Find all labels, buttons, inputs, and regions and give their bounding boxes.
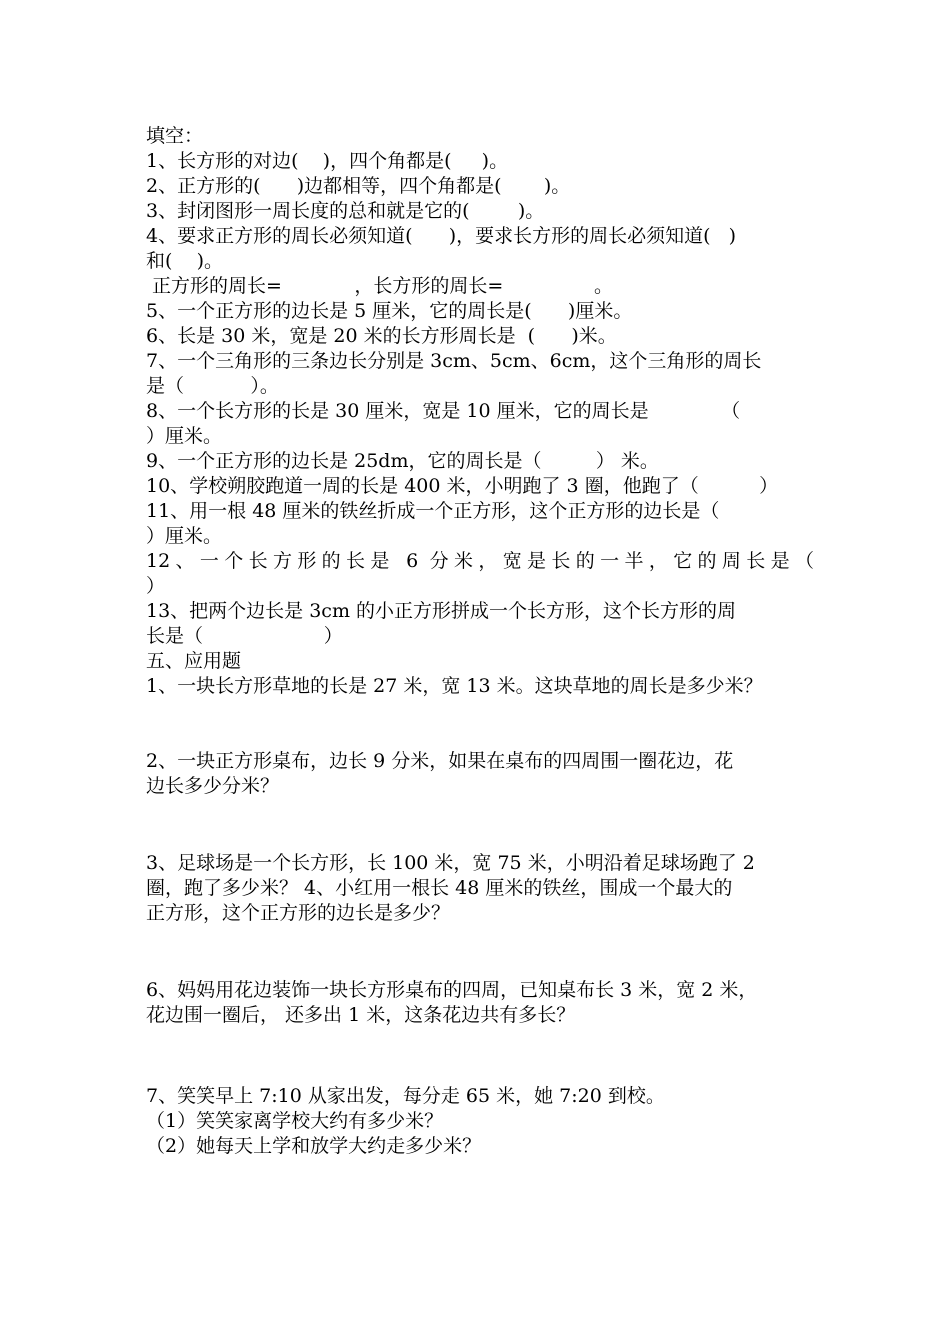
question-13-line-2: 长是（ ） bbox=[146, 625, 343, 647]
question-1: 1、长方形的对边( )，四个角都是( )。 bbox=[146, 150, 509, 172]
application-question-7-sub-1: （1）笑笑家离学校大约有多少米？ bbox=[146, 1110, 444, 1132]
answer-space-2 bbox=[146, 799, 814, 851]
application-question-3-line-3: 正方形，这个正方形的边长是多少？ bbox=[146, 902, 451, 924]
question-12-line-2: ） bbox=[146, 575, 166, 597]
question-11-line-1: 11、用一根 48 厘米的铁丝折成一个正方形，这个正方形的边长是（ bbox=[146, 500, 720, 522]
question-3: 3、封闭图形一周长度的总和就是它的( )。 bbox=[146, 200, 545, 222]
question-6: 6、长是 30 米，宽是 20 米的长方形周长是 ( )米。 bbox=[146, 325, 617, 347]
worksheet-page bbox=[146, 124, 814, 1159]
question-8-line-2: ）厘米。 bbox=[146, 425, 223, 447]
question-7-line-1: 7、一个三角形的三条边长分别是 3cm、5cm、6cm，这个三角形的周长 bbox=[146, 350, 762, 372]
application-question-1: 1、一块长方形草地的长是 27 米，宽 13 米。这块草地的周长是多少米？ bbox=[146, 675, 763, 697]
question-10: 10、学校朔胶跑道一周的长是 400 米，小明跑了 3 圈，他跑了（ ） bbox=[146, 475, 779, 497]
question-7-line-2: 是（ ）。 bbox=[146, 375, 279, 397]
application-question-2-line-1: 2、一块正方形桌布，边长 9 分米，如果在桌布的四周围一圈花边，花 bbox=[146, 750, 734, 772]
question-4-line-1: 4、要求正方形的周长必须知道( )，要求长方形的周长必须知道( ) bbox=[146, 225, 737, 247]
application-question-3-line-1: 3、足球场是一个长方形，长 100 米，宽 75 米，小明沿着足球场跑了 2 bbox=[146, 852, 755, 874]
fill-blank-heading: 填空： bbox=[146, 125, 204, 147]
question-12-line-1: 12、一个长方形的长是 6 分米，宽是长的一半，它的周长是（ bbox=[146, 550, 814, 572]
application-question-7-line-1: 7、笑笑早上 7:10 从家出发，每分走 65 米，她 7:20 到校。 bbox=[146, 1085, 665, 1107]
application-question-6-line-2: 花边围一圈后， 还多出 1 米，这条花边共有多长？ bbox=[146, 1004, 576, 1026]
question-5: 5、一个正方形的边长是 5 厘米，它的周长是( )厘米。 bbox=[146, 300, 633, 322]
answer-space-3 bbox=[146, 926, 814, 978]
application-question-3-line-2: 圈，跑了多少米？ 4、小红用一根长 48 厘米的铁丝，围成一个最大的 bbox=[146, 877, 733, 899]
question-13-line-1: 13、把两个边长是 3cm 的小正方形拼成一个长方形，这个长方形的周 bbox=[146, 600, 737, 622]
question-4-line-2: 和( )。 bbox=[146, 250, 223, 272]
question-8-line-1: 8、一个长方形的长是 30 厘米，宽是 10 厘米，它的周长是 （ bbox=[146, 400, 741, 422]
application-heading: 五、应用题 bbox=[146, 650, 242, 672]
question-9: 9、一个正方形的边长是 25dm，它的周长是（ ） 米。 bbox=[146, 450, 659, 472]
application-question-2-line-2: 边长多少分米？ bbox=[146, 775, 280, 797]
question-4-formula: 正方形的周长= ，长方形的周长= 。 bbox=[146, 275, 613, 297]
question-2: 2、正方形的( )边都相等，四个角都是( )。 bbox=[146, 175, 571, 197]
answer-space-4 bbox=[146, 1028, 814, 1084]
application-question-7-sub-2: （2）她每天上学和放学大约走多少米？ bbox=[146, 1135, 482, 1157]
answer-space-1 bbox=[146, 699, 814, 749]
application-question-6-line-1: 6、妈妈用花边装饰一块长方形桌布的四周，已知桌布长 3 米，宽 2 米， bbox=[146, 979, 758, 1001]
question-11-line-2: ）厘米。 bbox=[146, 525, 223, 547]
